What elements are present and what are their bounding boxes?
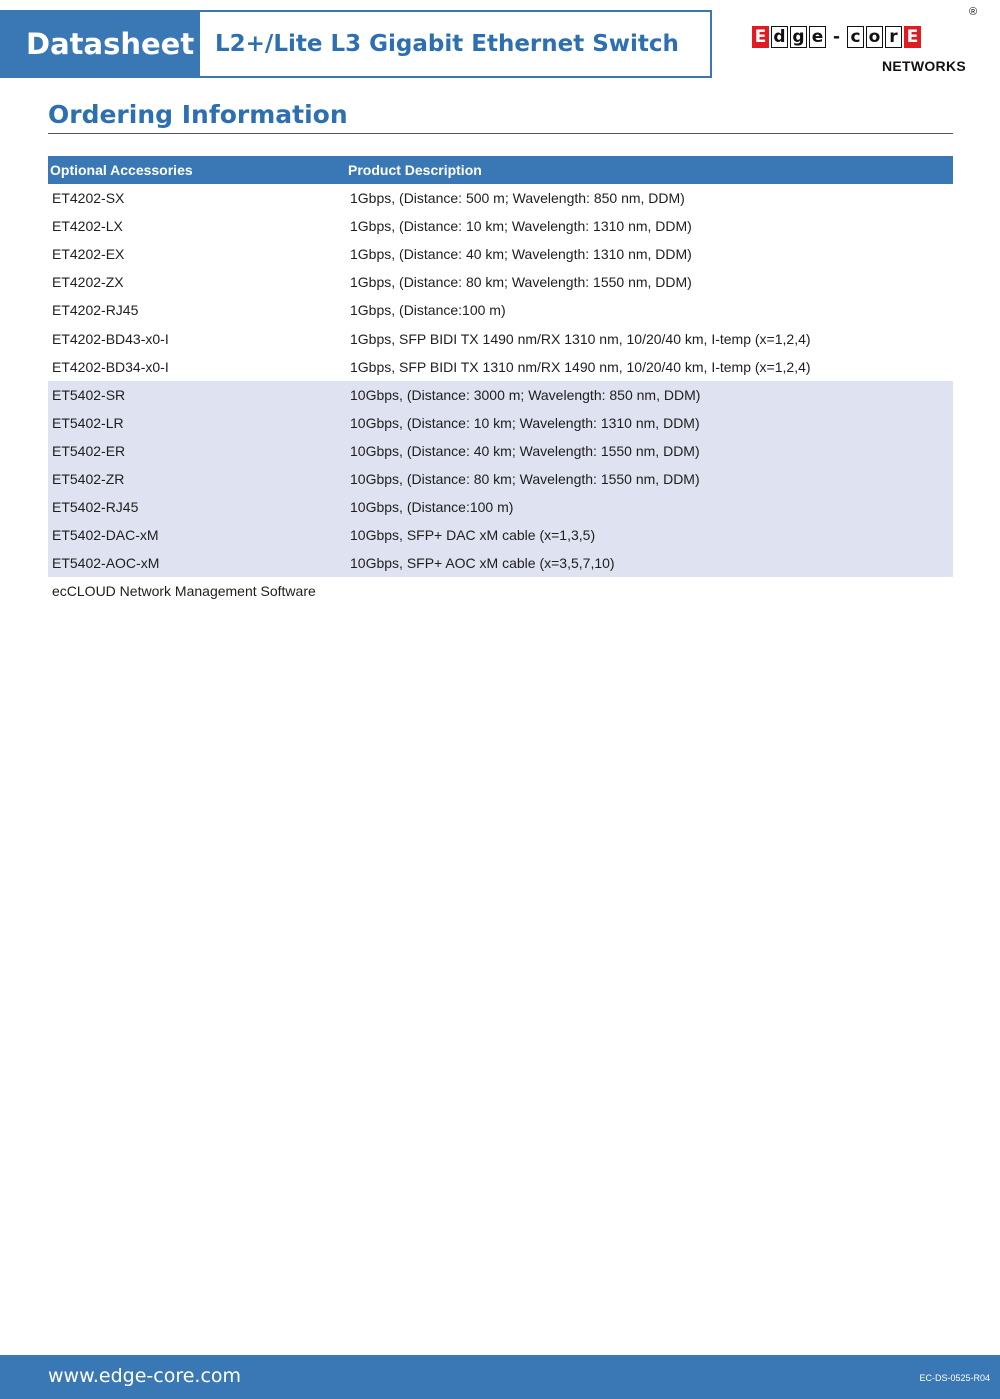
description-cell: 10Gbps, SFP+ DAC xM cable (x=1,3,5): [350, 527, 596, 544]
logo-letter: E: [904, 26, 921, 48]
document-code: EC-DS-0525-R04: [919, 1373, 990, 1383]
datasheet-tab: Datasheet: [0, 10, 200, 78]
table-row: [48, 465, 953, 493]
accessory-cell: ET5402-AOC-xM: [52, 555, 160, 572]
section-title: Ordering Information: [48, 100, 348, 129]
table-row: [48, 353, 953, 381]
table-row: [48, 549, 953, 577]
description-cell: 10Gbps, (Distance: 3000 m; Wavelength: 850 nm, DDM): [350, 386, 701, 403]
description-cell: 1Gbps, (Distance: 80 km; Wavelength: 1550 nm, DDM): [350, 274, 692, 291]
accessory-cell: ecCLOUD Network Management Software: [52, 583, 316, 600]
accessory-cell: ET5402-SR: [52, 386, 126, 403]
description-cell: 1Gbps, SFP BIDI TX 1490 nm/RX 1310 nm, 10/20/40 km, I-temp (x=1,2,4): [350, 330, 811, 347]
registered-mark: ®: [969, 6, 978, 18]
logo-letter: g: [790, 26, 807, 48]
description-cell: 10Gbps, (Distance: 80 km; Wavelength: 1550 nm, DDM): [350, 470, 700, 487]
description-cell: 10Gbps, (Distance: 10 km; Wavelength: 1310 nm, DDM): [350, 414, 700, 431]
logo-letter: -: [828, 26, 845, 48]
accessory-cell: ET4202-EX: [52, 246, 125, 263]
table-row: [48, 409, 953, 437]
logo-letter: d: [771, 26, 788, 48]
product-title: L2+/Lite L3 Gigabit Ethernet Switch: [200, 10, 712, 78]
table-row: [48, 240, 953, 268]
column-header-description: Product Description: [348, 162, 482, 178]
description-cell: 10Gbps, SFP+ AOC xM cable (x=3,5,7,10): [350, 555, 615, 572]
logo-letter: o: [866, 26, 883, 48]
accessory-cell: ET5402-RJ45: [52, 499, 139, 516]
table-row: [48, 577, 953, 605]
section-divider: [48, 133, 953, 134]
description-cell: 10Gbps, (Distance:100 m): [350, 499, 514, 516]
website-link[interactable]: www.edge-core.com: [48, 1365, 242, 1387]
table-row: [48, 381, 953, 409]
table-row: [48, 437, 953, 465]
accessory-cell: ET4202-BD43-x0-I: [52, 330, 169, 347]
page-footer: [0, 1355, 1000, 1399]
edge-core-logo: [752, 6, 982, 76]
logo-letter: E: [752, 26, 769, 48]
table-row: [48, 212, 953, 240]
description-cell: 10Gbps, (Distance: 40 km; Wavelength: 1550 nm, DDM): [350, 442, 700, 459]
description-cell: 1Gbps, (Distance:100 m): [350, 302, 506, 319]
accessory-cell: ET5402-DAC-xM: [52, 527, 159, 544]
logo-letter: c: [847, 26, 864, 48]
table-row: [48, 493, 953, 521]
accessory-cell: ET5402-ZR: [52, 470, 125, 487]
table-row: [48, 324, 953, 352]
accessory-cell: ET4202-RJ45: [52, 302, 139, 319]
logo-letter: e: [809, 26, 826, 48]
table-row: [48, 184, 953, 212]
accessory-cell: ET4202-ZX: [52, 274, 124, 291]
description-cell: 1Gbps, SFP BIDI TX 1310 nm/RX 1490 nm, 10/20/40 km, I-temp (x=1,2,4): [350, 358, 811, 375]
ordering-table: [48, 156, 953, 605]
description-cell: 1Gbps, (Distance: 10 km; Wavelength: 1310 nm, DDM): [350, 218, 692, 235]
column-header-accessories: Optional Accessories: [50, 162, 193, 178]
table-row: [48, 268, 953, 296]
accessory-cell: ET4202-SX: [52, 190, 125, 207]
table-row: [48, 296, 953, 324]
table-row: [48, 521, 953, 549]
accessory-cell: ET4202-BD34-x0-I: [52, 358, 169, 375]
logo-letter: r: [885, 26, 902, 48]
accessory-cell: ET5402-ER: [52, 442, 126, 459]
logo-wordmark: [752, 26, 921, 48]
accessory-cell: ET4202-LX: [52, 218, 123, 235]
logo-subtitle: NETWORKS: [881, 58, 966, 74]
description-cell: 1Gbps, (Distance: 500 m; Wavelength: 850 nm, DDM): [350, 190, 685, 207]
accessory-cell: ET5402-LR: [52, 414, 124, 431]
description-cell: 1Gbps, (Distance: 40 km; Wavelength: 1310 nm, DDM): [350, 246, 692, 263]
table-header: [48, 156, 953, 184]
